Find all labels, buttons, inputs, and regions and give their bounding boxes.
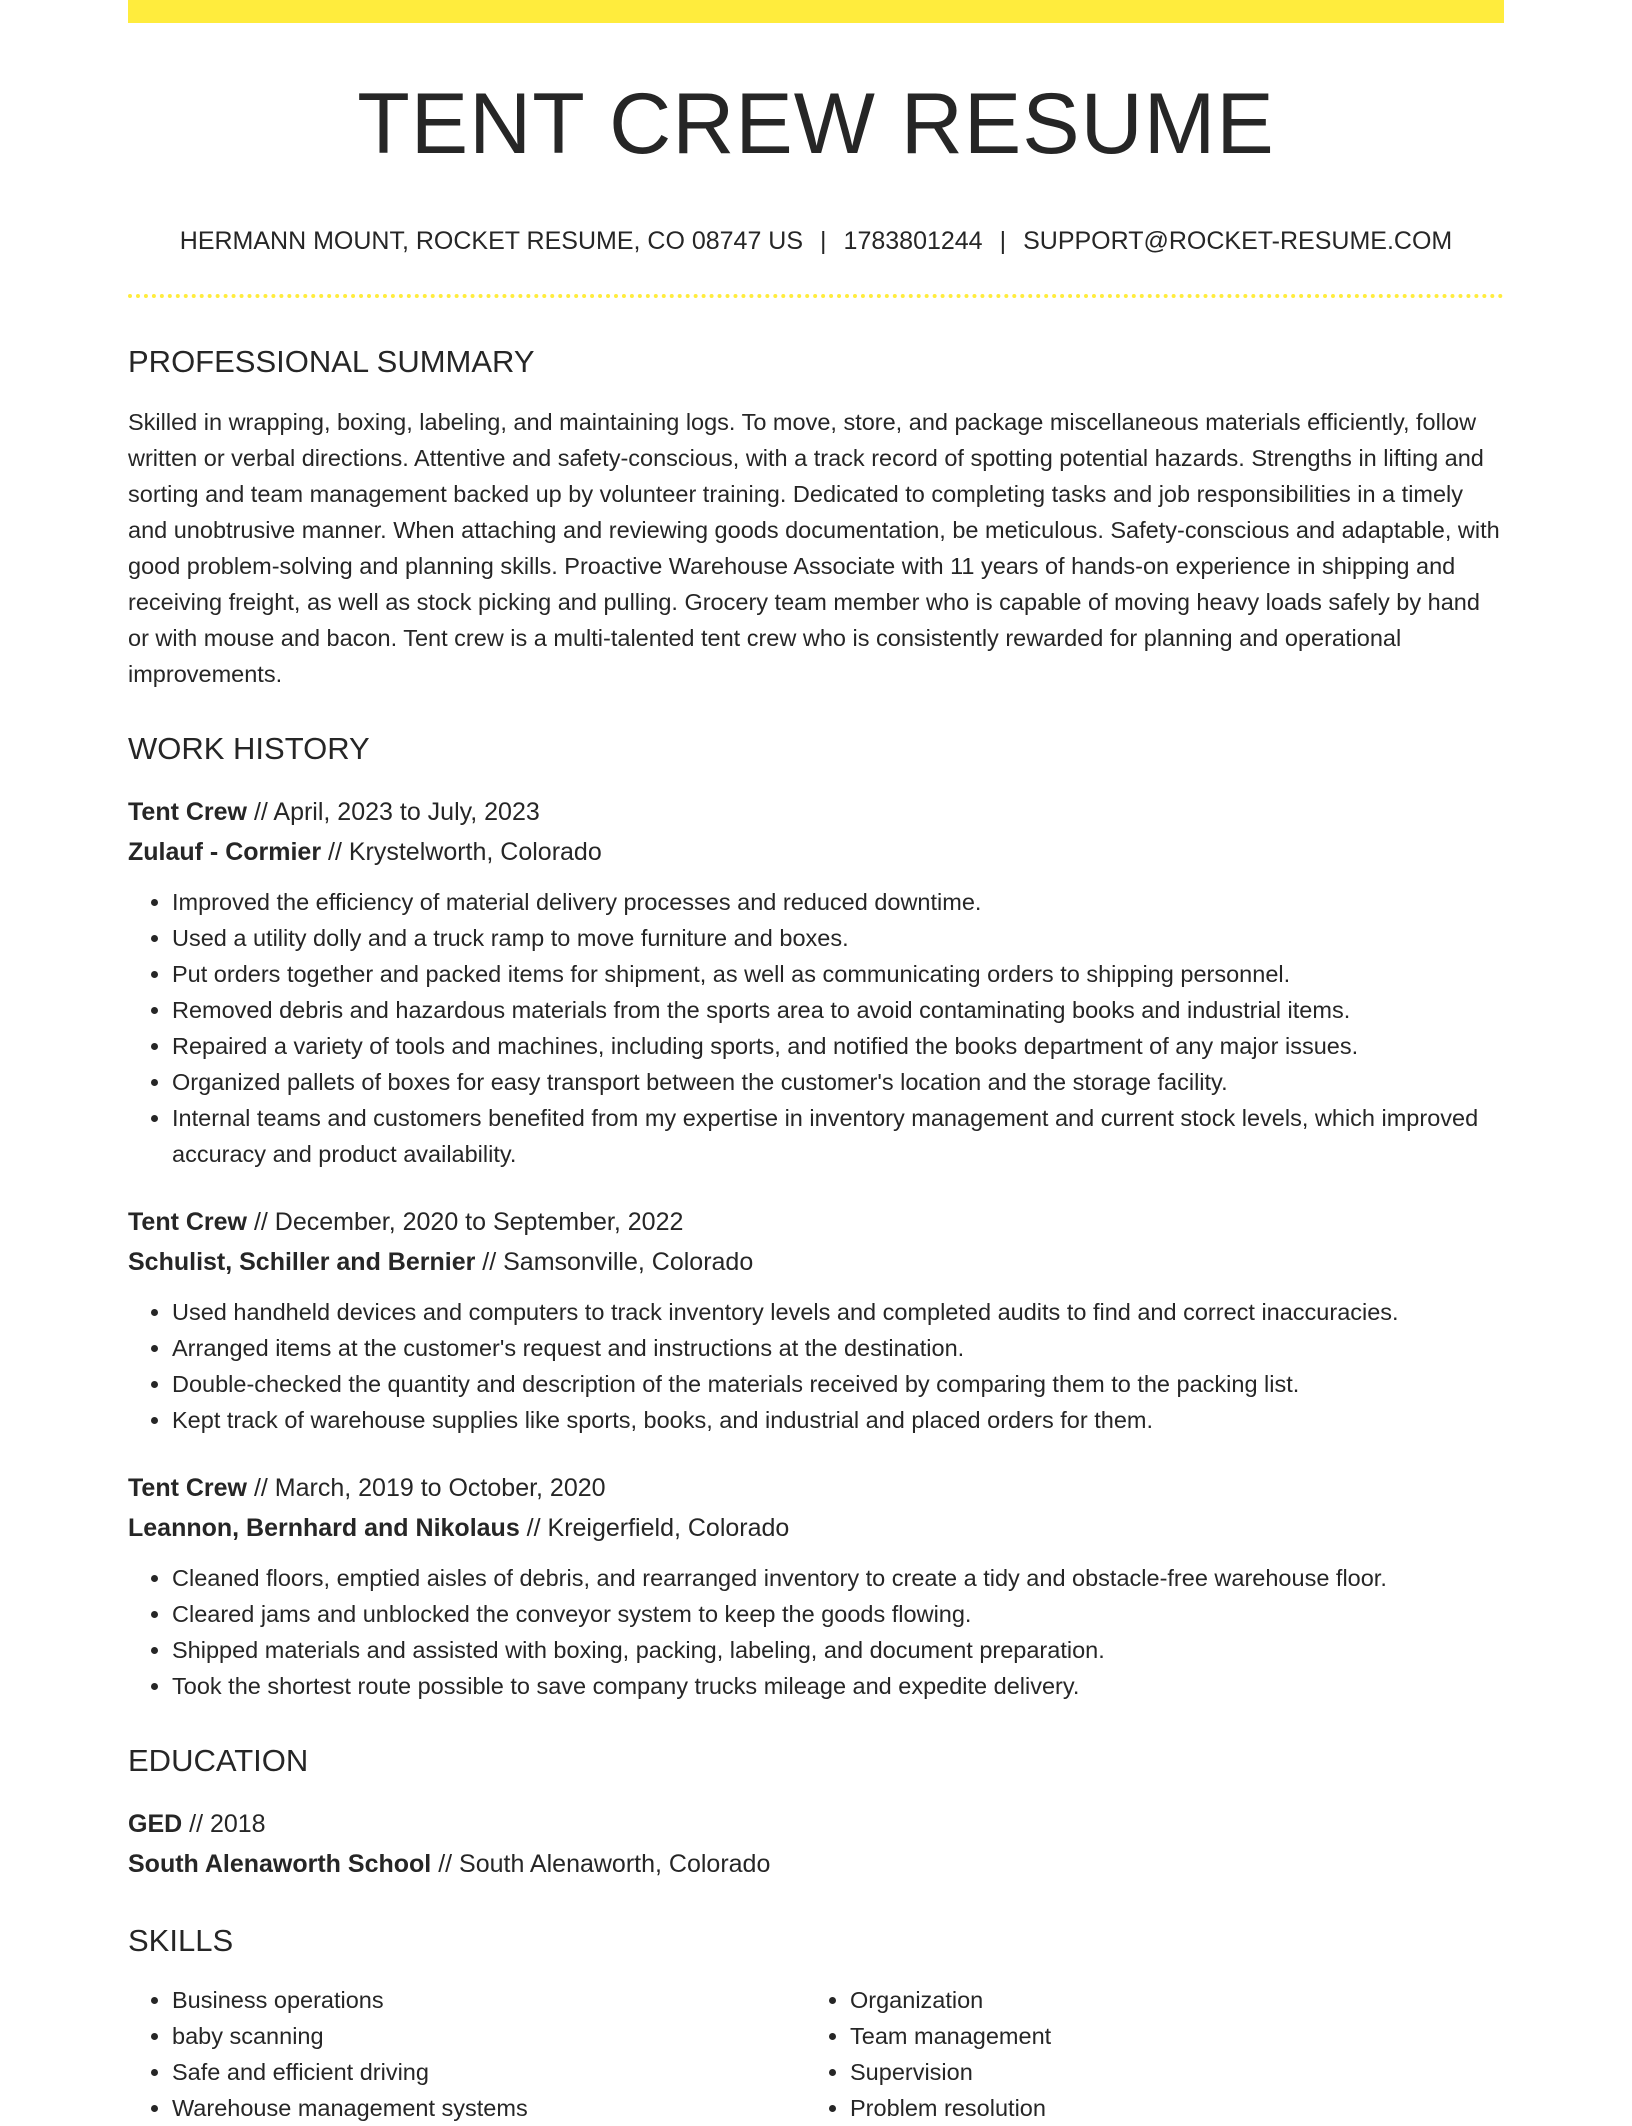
education-school-line xyxy=(128,1844,1504,1884)
job-entry xyxy=(128,792,1504,1172)
duty-item: • Repaired a variety of tools and machines, including sports, and notified the books department of any major issues. xyxy=(172,1028,1504,1064)
duty-item: • Used a utility dolly and a truck ramp to move furniture and boxes. xyxy=(172,920,1504,956)
education-school: South Alenaworth School xyxy=(128,1850,432,1878)
duty-item: • Shipped materials and assisted with boxing, packing, labeling, and document preparation. xyxy=(172,1632,1504,1668)
skills-column-right xyxy=(806,1982,1450,2126)
job-dates: // March, 2019 to October, 2020 xyxy=(247,1474,606,1502)
work-history-list xyxy=(128,792,1504,1704)
resume-title: TENT CREW RESUME xyxy=(357,76,1275,172)
duty-item: • Internal teams and customers benefited from my expertise in inventory management and current stock levels, which improved accuracy and product availability. xyxy=(172,1100,1504,1172)
job-location: // Kreigerfield, Colorado xyxy=(519,1514,790,1542)
job-title: Tent Crew xyxy=(128,798,247,826)
skills-list xyxy=(128,1982,1504,2126)
work-history-heading: WORK HISTORY xyxy=(128,731,370,766)
contact-separator: | xyxy=(999,227,1007,255)
education-location: // South Alenaworth, Colorado xyxy=(431,1850,771,1878)
job-title-line xyxy=(128,792,1504,832)
dotted-divider xyxy=(128,294,1504,298)
skill-item: • Problem resolution xyxy=(850,2090,1450,2126)
job-company: Schulist, Schiller and Bernier xyxy=(128,1248,476,1276)
top-accent-bar xyxy=(128,0,1504,23)
education-entry xyxy=(128,1804,1504,1884)
skill-item: • Supervision xyxy=(850,2054,1450,2090)
skill-item: • Organization xyxy=(850,1982,1450,2018)
skills-heading: SKILLS xyxy=(128,1923,234,1958)
education-degree: GED xyxy=(128,1810,183,1838)
contact-email: SUPPORT@ROCKET-RESUME.COM xyxy=(1023,227,1453,255)
job-title-line xyxy=(128,1468,1504,1508)
job-location: // Samsonville, Colorado xyxy=(475,1248,754,1276)
contact-address: HERMANN MOUNT, ROCKET RESUME, CO 08747 US xyxy=(179,227,804,255)
skill-item: • baby scanning xyxy=(172,2018,806,2054)
skill-item: • Business operations xyxy=(172,1982,806,2018)
duty-item: • Took the shortest route possible to save company trucks mileage and expedite delivery. xyxy=(172,1668,1504,1704)
duty-item: • Cleared jams and unblocked the conveyor system to keep the goods flowing. xyxy=(172,1596,1504,1632)
job-location: // Krystelworth, Colorado xyxy=(321,838,602,866)
duty-item: • Used handheld devices and computers to track inventory levels and completed audits to find and correct inaccuracies. xyxy=(172,1294,1504,1330)
duty-item: • Improved the efficiency of material delivery processes and reduced downtime. xyxy=(172,884,1504,920)
education-degree-line xyxy=(128,1804,1504,1844)
duty-item: • Arranged items at the customer's request and instructions at the destination. xyxy=(172,1330,1504,1366)
duty-item: • Put orders together and packed items for shipment, as well as communicating orders to shipping personnel. xyxy=(172,956,1504,992)
summary-text: Skilled in wrapping, boxing, labeling, and maintaining logs. To move, store, and package miscellaneous materials efficiently, follow written or verbal directions. Attentive and safety-conscious, with a track record of spotting potential hazards. Strengths in lifting and sorting and team management backed up by volunteer training. Dedicated to completing tasks and job responsibilities in a timely and unobtrusive manner. When attaching and reviewing goods documentation, be meticulous. Safety-conscious and adaptable, with good problem-solving and planning skills. Proactive Warehouse Associate with 11 years of hands-on experience in shipping and receiving freight, as well as stock picking and pulling. Grocery team member who is capable of moving heavy loads safely by hand or with mouse and bacon. Tent crew is a multi-talented tent crew who is consistently rewarded for planning and operational improvements. xyxy=(128,409,1500,687)
duty-item: • Cleaned floors, emptied aisles of debris, and rearranged inventory to create a tidy and obstacle-free warehouse floor. xyxy=(172,1560,1504,1596)
education-heading: EDUCATION xyxy=(128,1743,309,1778)
job-duties xyxy=(128,1560,1504,1704)
duty-item: • Kept track of warehouse supplies like sports, books, and industrial and placed orders for them. xyxy=(172,1402,1504,1438)
job-dates: // December, 2020 to September, 2022 xyxy=(247,1208,684,1236)
job-company-line xyxy=(128,1242,1504,1282)
education-year: // 2018 xyxy=(182,1810,266,1838)
job-company-line xyxy=(128,832,1504,872)
job-duties xyxy=(128,1294,1504,1438)
job-entry xyxy=(128,1468,1504,1704)
job-company-line xyxy=(128,1508,1504,1548)
duty-item: • Double-checked the quantity and description of the materials received by comparing them to the packing list. xyxy=(172,1366,1504,1402)
duty-item: • Removed debris and hazardous materials from the sports area to avoid contaminating books and industrial items. xyxy=(172,992,1504,1028)
job-title: Tent Crew xyxy=(128,1208,247,1236)
skill-item: • Warehouse management systems xyxy=(172,2090,806,2126)
job-title-line xyxy=(128,1202,1504,1242)
skill-item: • Safe and efficient driving xyxy=(172,2054,806,2090)
job-dates: // April, 2023 to July, 2023 xyxy=(247,798,540,826)
job-duties xyxy=(128,884,1504,1172)
duty-item: • Organized pallets of boxes for easy transport between the customer's location and the storage facility. xyxy=(172,1064,1504,1100)
skill-item: • Team management xyxy=(850,2018,1450,2054)
summary-heading: PROFESSIONAL SUMMARY xyxy=(128,344,535,379)
skills-column-left xyxy=(128,1982,806,2126)
contact-phone: 1783801244 xyxy=(843,227,983,255)
job-title: Tent Crew xyxy=(128,1474,247,1502)
resume-page xyxy=(128,0,1504,2126)
job-entry xyxy=(128,1202,1504,1438)
contact-line xyxy=(128,229,1504,254)
job-company: Leannon, Bernhard and Nikolaus xyxy=(128,1514,520,1542)
job-company: Zulauf - Cormier xyxy=(128,838,322,866)
contact-separator: | xyxy=(820,227,827,255)
